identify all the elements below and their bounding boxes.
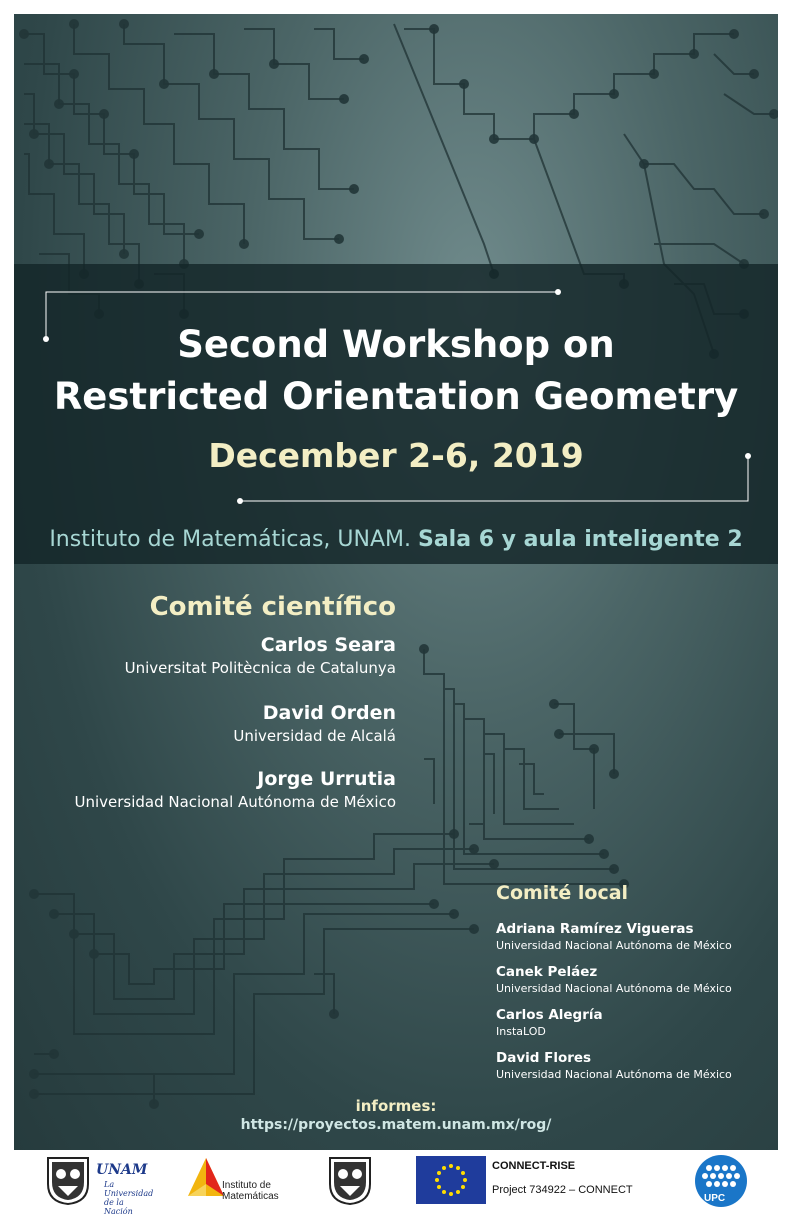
local-committee-heading: Comité local <box>496 882 629 904</box>
venue-rooms: Sala 6 y aula inteligente 2 <box>417 527 743 552</box>
scientific-member <box>233 700 396 746</box>
member-affiliation: Universidad de Alcalá <box>233 727 396 745</box>
local-member <box>496 1006 603 1039</box>
member-name: David Flores <box>496 1050 592 1066</box>
title-line-1: Second Workshop on <box>177 323 615 366</box>
eu-stars-icon <box>416 1156 486 1204</box>
unam-script-logo: UNAM <box>96 1162 148 1178</box>
member-affiliation: Universidad Nacional Autónoma de México <box>496 982 732 995</box>
connect-title: CONNECT-RISE <box>492 1160 576 1172</box>
poster <box>14 14 778 1150</box>
scientific-member <box>74 766 396 812</box>
unam-shield-icon <box>326 1154 374 1206</box>
instituto-line-1: Instituto de <box>222 1180 271 1191</box>
member-affiliation: Universidad Nacional Autónoma de México <box>496 1068 732 1081</box>
title-line-2: Restricted Orientation Geometry <box>53 375 739 418</box>
instituto-name <box>222 1180 292 1202</box>
connect-project: Project 734922 – CONNECT <box>492 1184 633 1196</box>
upc-label: UPC <box>704 1193 726 1204</box>
member-name: Adriana Ramírez Vigueras <box>496 921 694 937</box>
venue-institute: Instituto de Matemáticas, UNAM. <box>49 527 418 552</box>
local-member <box>496 1049 732 1082</box>
scientific-member <box>125 632 396 678</box>
member-name: Carlos Seara <box>260 634 396 656</box>
member-name: Canek Peláez <box>496 964 598 980</box>
local-member <box>496 920 732 953</box>
unam-shield-icon <box>44 1154 92 1206</box>
scientific-committee-heading: Comité científico <box>149 592 396 622</box>
instituto-line-2: Matemáticas <box>222 1191 279 1202</box>
sponsor-logos <box>0 1150 792 1224</box>
info-label: informes: <box>355 1097 437 1115</box>
member-affiliation: Universidad Nacional Autónoma de México <box>496 939 732 952</box>
member-affiliation: Universitat Politècnica de Catalunya <box>124 659 396 677</box>
unam-tagline: La Universidad de la Nación <box>104 1180 154 1216</box>
member-name: David Orden <box>262 702 396 724</box>
member-affiliation: Universidad Nacional Autónoma de México <box>74 793 396 811</box>
member-name: Carlos Alegría <box>496 1007 603 1023</box>
member-affiliation: InstaLOD <box>496 1025 546 1038</box>
instituto-matematicas-triangle-icon <box>186 1156 226 1200</box>
event-dates: December 2-6, 2019 <box>208 436 584 475</box>
member-name: Jorge Urrutia <box>257 768 396 790</box>
info-url-link[interactable]: https://proyectos.matem.unam.mx/rog/ <box>240 1117 552 1133</box>
local-member <box>496 963 732 996</box>
venue <box>14 525 778 555</box>
